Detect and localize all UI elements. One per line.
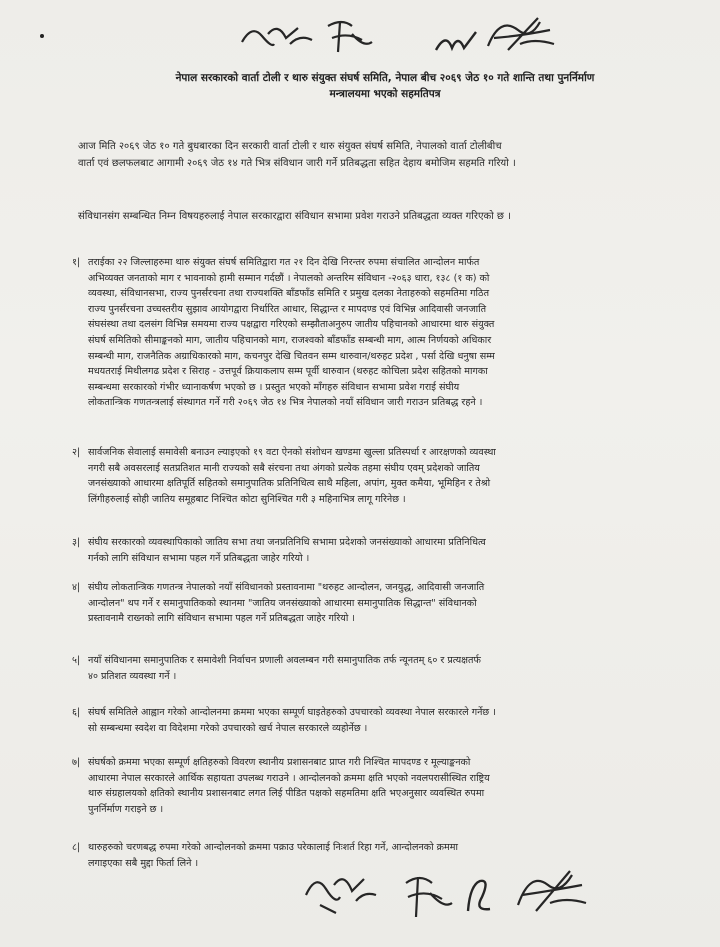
item-number: १| [72, 257, 81, 268]
item-line: सो सम्बन्धमा स्वदेश वा विदेशमा गरेको उपचारको खर्च नेपाल सरकारले व्यहोर्नेछ । [88, 722, 368, 734]
item-line: सम्बन्धी माग, राजनैतिक अग्राधिकारको माग, कचनपुर देखि चितवन सम्म थारुवान/थरुहट प्रदेश , पर्सा देखि धनुषा सम्म [88, 350, 495, 362]
title-line-2: मन्त्रालयमा भएको सहमतिपत्र [329, 88, 441, 100]
item-line: संघसंस्था तथा दलसंग विभिन्न समयमा राज्य पक्षद्वारा गरिएको सम्झौताअनुरुप जातीय पहिचानको आधारमा थारु संयुक्त [88, 319, 495, 331]
item-line: आन्दोलन" थप गर्ने र समानुपातिकको स्थानमा "जातिय जनसंख्याको आधारमा समानुपातिक सिद्धान्त" संविधानको [88, 597, 477, 609]
item-number: ५| [72, 655, 81, 666]
item-line: पुनर्निर्माण गराइने छ । [88, 803, 164, 815]
item-line: थारुहरुको चरणबद्ध रुपमा गरेको आन्दोलनको क्रममा पक्राउ परेकालाई निःशर्त रिहा गर्ने, आन्दोलनको क्रममा [88, 842, 459, 853]
signature-4-icon [510, 861, 590, 921]
intro-line-2: वार्ता एवं छलफलबाट आगामी २०६९ जेठ १४ गते भित्र संविधान जारी गर्ने प्रतिबद्धता सहित देहाय बमोजिम सहमति गरियो । [78, 158, 516, 169]
item-line: सम्बन्धमा सरकारको गंभीर ध्यानाकर्षण भएको छ । प्रस्तुत भएको माँगहरु संविधान सभामा प्रवेश गराई संघीय [88, 381, 460, 393]
item-number: ६| [72, 707, 81, 718]
item-number: २| [72, 447, 81, 458]
item-number: ८| [72, 842, 81, 853]
signature-3-icon [432, 22, 482, 62]
item-line: आधारमा नेपाल सरकारले आर्थिक सहायता उपलब्ध गराउने । आन्दोलनको क्रममा क्षति भएको नवलपरासीस्थित राष्ट्रिय [88, 772, 490, 784]
top-signatures [0, 0, 720, 70]
signature-2-icon [400, 865, 460, 925]
item-line: राज्य पुनर्संरचना उच्चस्तरीय सुझाव आयोगद्वारा निर्धारित आधार, सिद्धान्त र मापदण्ड एवं विभिन्न आदिवासी जनजाति [88, 303, 487, 315]
intro-line-1: आज मिति २०६९ जेठ १० गते बुधबारका दिन सरकारी वार्ता टोली र थारु संयुक्त संघर्ष समिति, नेपालको वार्ता टोलीबीच [78, 141, 502, 152]
item-line: लगाइएका सबै मुद्दा फिर्ता लिने । [88, 857, 199, 869]
item-line: संघर्षको क्रममा भएका सम्पूर्ण क्षतिहरुको विवरण स्थानीय प्रशासनबाट प्राप्त गरी निश्चित मापदण्ड र मूल्याङ्कनको [88, 757, 471, 768]
item-line: अभिव्यक्त जनताको माग र भावनाको हामी सम्मान गर्दछौं । नेपालको अन्तरिम संविधान -२०६३ धारा, १३८ (१ क) को [88, 272, 490, 284]
signature-2-icon [322, 12, 382, 62]
document-title [85, 70, 685, 102]
item-line: संघर्ष समितिको सीमाङ्कनको माग, जातीय पहिचानको माग, राजश्वको बाँडफाँड सम्बन्धी माग, आत्म निर्णयको अधिकार [88, 334, 492, 346]
signature-4-icon [480, 10, 560, 60]
item-line: ४० प्रतिशत व्यवस्था गर्ने । [88, 670, 177, 682]
item-line: थारु संग्रहालयको क्षतिको स्थानीय प्रशासनबाट लगत लिई पीडित पक्षको सहमतिमा क्षति भएअनुसार व्यवस्थित रुपमा [88, 788, 485, 800]
item-line: गर्नको लागि संविधान सभामा पहल गर्ने प्रतिबद्धता जाहेर गरियो । [88, 552, 310, 564]
item-line: सार्वजनिक सेवालाई समावेसी बनाउन ल्याइएको १९ वटा ऐनको संशोधन खण्डमा खुल्ला प्रतिस्पर्धा र आरक्षणको व्यवस्था [88, 447, 496, 458]
bottom-signatures [0, 855, 720, 945]
item-number: ३| [72, 537, 81, 548]
item-line: लिंगीहरुलाई सोही जातिय समूहबाट निश्चित कोटा सुनिश्चित गरी ३ महिनाभित्र लागू गरिनेछ । [88, 493, 406, 505]
item-line: संघर्ष समितिले आह्वान गरेको आन्दोलनमा क्रममा भएका सम्पूर्ण घाइतेहरुको उपचारको व्यवस्था नेपाल सरकारले गर्नेछ । [88, 707, 496, 718]
signature-1-icon [300, 861, 380, 921]
item-line: प्रस्तावनामै राख्नको लागि संविधान सभामा पहल गर्ने प्रतिबद्धता जाहेर गरियो । [88, 613, 356, 625]
item-line: लोकतान्त्रिक गणतन्त्रलाई संस्थागत गर्ने गरी २०६९ जेठ १४ भित्र नेपालको नयाँ संविधान जारी गराउन प्रतिबद्ध रहने । [88, 397, 483, 409]
signature-3-icon [460, 871, 500, 921]
intro-paragraph [78, 138, 678, 172]
item-line: जनसंख्याको आधारमा क्षतिपूर्ति सहितको समानुपातिक प्रतिनिधित्व साथै महिला, अपांग, मुक्त कमैया, भूमिहिन र तेश्रो [88, 478, 491, 490]
item-line: नयाँ संविधानमा समानुपातिक र समावेशी निर्वाचन प्रणाली अवलम्बन गरी समानुपातिक तर्फ न्यूनतम् ६० र प्रत्यक्षतर्फ [88, 655, 481, 666]
item-line: व्यवस्था, संविधानसभा, राज्य पुनर्संरचना तथा राज्यशक्ति बाँडफाँड समिति र प्रमुख दलका नेताहरुको सहमतिमा गठित [88, 288, 490, 300]
item-line: तराईका २२ जिल्लाहरुमा थारु संयुक्त संघर्ष समितिद्वारा गत २१ दिन देखि निरन्तर रुपमा संचालित आन्दोलन मार्फत [88, 257, 480, 268]
item-line: नगरी सबै अवसरलाई सतप्रतिशत मानी राज्यको सबै संरचना तथा अंगको प्रत्येक तहमा संघीय एवम् प्रदेशको जातिय [88, 462, 480, 474]
title-line-1: नेपाल सरकारको वार्ता टोली र थारु संयुक्त संघर्ष समिति, नेपाल बीच २०६९ जेठ १० गते शान्ति तथा पुनर्निर्माण [175, 72, 595, 84]
lead-paragraph: संविधानसंग सम्बन्धित निम्न विषयहरुलाई नेपाल सरकारद्वारा संविधान सभामा प्रवेश गराउने प्रतिबद्धता व्यक्त गरिएको छ । [78, 211, 511, 222]
item-line: संघीय सरकारको व्यवस्थापिकाको जातिय सभा तथा जनप्रतिनिधि सभामा प्रदेशको जनसंख्याको आधारमा प्रतिनिधित्व [88, 537, 486, 548]
item-number: ७| [72, 757, 81, 768]
item-line: मधयतराई मिथीलगढ प्रदेश र सिराह - उत्तपूर्व क्रियाकलाप सम्म पूर्वी थारुवान (थरुहट कोचिला प्रदेश सहितको मागका [88, 366, 488, 378]
item-number: ४| [72, 582, 81, 593]
signature-1-icon [238, 14, 318, 64]
item-line: संघीय लोकतान्त्रिक गणतन्त्र नेपालको नयाँ संविधानको प्रस्तावनामा "थरुहट आन्दोलन, जनयुद्ध, आदिवासी जनजाति [88, 582, 485, 593]
